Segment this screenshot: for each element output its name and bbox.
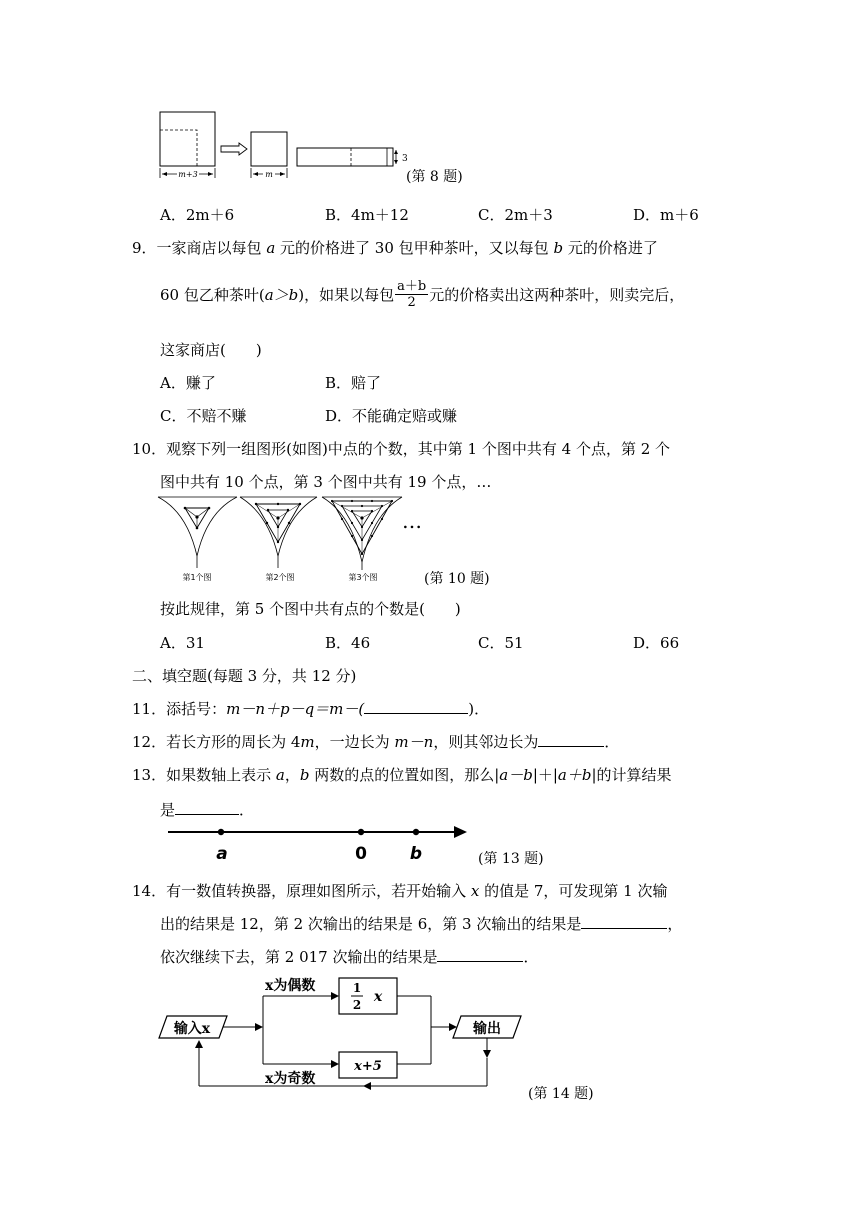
q10-fig2 — [240, 497, 317, 582]
q8-option-d: D．m＋6 — [633, 206, 699, 224]
q14-odd-label: x为奇数 — [265, 1071, 316, 1087]
q10-option-c: C．51 — [478, 634, 524, 652]
q10-fig1 — [158, 497, 237, 582]
q10-line1: 10．观察下列一组图形(如图)中点的个数，其中第 1 个图中共有 4 个点，第 2 个 — [132, 440, 671, 458]
q14-half-den: 2 — [352, 998, 362, 1012]
q14-input-label: 输入x — [173, 1021, 211, 1037]
q8-label-m: m — [265, 170, 273, 179]
q8-option-a: A．2m＋6 — [160, 206, 235, 224]
q13-label-b: b — [409, 844, 423, 864]
q13-number-line — [165, 820, 470, 866]
q8-label-3: 3 — [402, 154, 408, 164]
q9-line2: 60 包乙种茶叶(a＞b)，如果以每包 $\frac{a+b}{2}$ 元的价格卖出这两种茶叶，则卖完后， — [160, 279, 685, 310]
q10-option-b: B．46 — [325, 634, 371, 652]
q8-caption: (第 8 题) — [406, 169, 463, 185]
q13-blank[interactable] — [175, 814, 239, 815]
q9-line3: 这家商店( ) — [160, 341, 262, 359]
q11: 11．添括号：m－n＋p－q＝m－( )． — [132, 700, 490, 718]
q13-line2: 是 ． — [160, 801, 255, 819]
q10-ellipsis: … — [402, 509, 422, 533]
q10-fig3 — [322, 497, 402, 582]
q10-line2: 图中共有 10 个点，第 3 个图中共有 19 个点，… — [160, 473, 492, 491]
q14-half-num: 1 — [352, 981, 362, 995]
q14-even-label: x为偶数 — [265, 978, 316, 994]
q8-figure — [155, 108, 410, 184]
section-2-heading: 二、填空题(每题 3 分，共 12 分) — [132, 667, 357, 685]
q14-flowchart — [155, 972, 535, 1094]
q13-caption: (第 13 题) — [478, 851, 544, 867]
q8-option-c: C．2m＋3 — [478, 206, 553, 224]
q13-line1: 13．如果数轴上表示 a，b 两数的点的位置如图，那么|a－b|＋|a＋b|的计算结果 — [132, 766, 672, 784]
q8-option-b: B．4m＋12 — [325, 206, 409, 224]
q13-label-0: 0 — [355, 844, 367, 864]
q9-option-c: C．不赔不赚 — [160, 407, 247, 425]
q9-line1: 9．一家商店以每包 a 元的价格进了 30 包甲种茶叶，又以每包 b 元的价格进了 — [132, 239, 658, 257]
q9-option-d: D．不能确定赔或赚 — [325, 407, 458, 425]
q11-blank[interactable] — [364, 713, 468, 714]
q10-caption: (第 10 题) — [424, 571, 490, 587]
q8-label-m3: m+3 — [178, 170, 198, 179]
q10-line3: 按此规律，第 5 个图中共有点的个数是( ) — [160, 600, 461, 618]
q14-caption: (第 14 题) — [528, 1086, 594, 1102]
q12: 12．若长方形的周长为 4m，一边长为 m－n，则其邻边长为 ． — [132, 733, 620, 751]
q9-option-b: B．赔了 — [325, 374, 382, 392]
q14-half-x: x — [373, 989, 383, 1005]
q14-line1: 14．有一数值转换器，原理如图所示，若开始输入 x 的值是 7，可发现第 1 次输 — [132, 882, 668, 900]
q9-option-a: A．赚了 — [160, 374, 216, 392]
q10-fig3-label: 第3个图 — [348, 573, 378, 582]
q10-fig1-label: 第1个图 — [182, 573, 212, 582]
q14-blank-2[interactable] — [437, 961, 523, 962]
q10-option-a: A．31 — [160, 634, 205, 652]
q10-option-d: D．66 — [633, 634, 680, 652]
q10-figure — [155, 494, 430, 586]
q12-blank[interactable] — [538, 746, 604, 747]
q14-blank-1[interactable] — [581, 928, 667, 929]
q9-fraction: $\frac{a+b}{2}$ — [397, 279, 427, 310]
q10-fig2-label: 第2个图 — [265, 573, 295, 582]
q14-output-label: 输出 — [473, 1021, 501, 1037]
q14-plus5-label: x+5 — [354, 1059, 382, 1074]
q13-label-a: a — [216, 844, 228, 864]
q14-line2: 出的结果是 12，第 2 次输出的结果是 6，第 3 次输出的结果是 ， — [160, 915, 683, 933]
q14-line3: 依次继续下去，第 2 017 次输出的结果是 ． — [160, 948, 539, 966]
